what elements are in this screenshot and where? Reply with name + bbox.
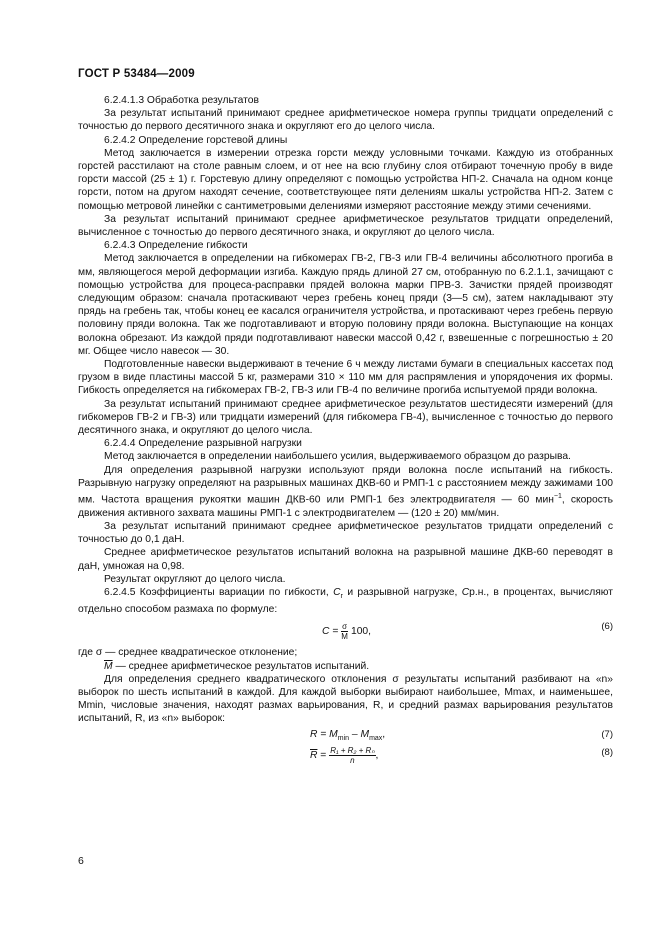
superscript: −1 [553,493,562,501]
paragraph: Метод заключается в определении наибольшего усилия, выдерживаемого образцом до разрыва. [104,451,571,463]
formula-6 [78,616,613,646]
symbol: $\overline{M}$ [104,660,113,672]
paragraph-part: 6.2.4.5 Коэффициенты вариации по гибкости, [104,586,334,598]
formula-rhs: 100, [348,626,372,638]
paragraph: где σ — среднее квадратическое отклонение; [78,647,298,659]
section-heading: 6.2.4.1.3 Обработка результатов [104,95,259,106]
symbol: C [461,586,470,598]
formula-number: (6) [601,621,613,633]
denominator: n [350,755,355,765]
document-body [78,94,613,772]
paragraph: За результат испытаний принимают среднее арифметическое результатов тридцати определений, вычисленное с точностью до первого десятичного знака, и округляют до целого числа. [78,213,613,239]
subscript: max [369,734,383,742]
paragraph-part: Для определения разрывной нагрузки используют пряди волокна после испытаний на гибкость. Разрывную нагрузку определяют на разрывных машинах ДКВ-60 и РМП-1 с расстоянием между зажимами 100 мм. Частота вращения рукоятки машин ДКВ-60 или РМП-1 без электродвигателя — 60 мин [78,464,613,506]
formula-body [310,728,385,745]
formula-end: , [375,749,379,761]
formula-lhs: R = M [310,728,338,740]
paragraph-part: р.н., в процентах, вычисляют отдельно способом размаха по формуле: [78,586,613,616]
paragraph [78,586,613,616]
formula-mid: – M [349,728,370,740]
paragraph: За результат испытаний принимают среднее арифметическое результатов тридцати определений с точностью до 0,1 даН. [78,520,613,546]
formula-number: (7) [601,728,613,740]
paragraph: Результат округляют до целого числа. [104,573,286,585]
paragraph-part: — среднее арифметическое результатов испытаний. [112,660,370,672]
formula-lhs: C = [322,626,342,638]
symbol: C [333,586,341,598]
paragraph-part: , скорость движения активного захвата машины РМП-1 с электродвигателем — (120 ± 20) мм/мин. [78,494,613,519]
section-heading: 6.2.4.2 Определение горстевой длины [104,134,288,146]
subscript: min [337,734,350,742]
formula-body [322,622,371,641]
section-heading: 6.2.4.3 Определение гибкости [104,240,248,252]
formula-8 [78,746,613,772]
subscript: г [340,592,344,600]
formula-7 [78,726,613,746]
paragraph: За результат испытаний принимают среднее арифметическое номера группы тридцати определений с точностью до первого десятичного знака и округляют его до целого числа. [78,108,613,133]
section-heading: 6.2.4.4 Определение разрывной нагрузки [104,438,302,450]
formula-lhs: $\overline{R}$ [310,749,318,761]
formula-number: (8) [601,746,613,758]
page-number: 6 [78,855,84,867]
paragraph: Метод заключается в измерении отрезка горсти между условными точками. Каждую из отобранных горстей расстилают на столе равным слоем, и от нее на всю глубину слоя отбирают точечную пробу в виде горсти массой (25 ± 1) г. Горстевую длину определяют с помощью устройства НП-2. Сначала на одном конце горсти, потом на другом находят сечение, соответствующее пяти делениям шкалы устройства НП-2. Затем с помощью метровой линейки с сантиметровыми делениями измеряют расстояние между этими сечениями. [78,147,613,212]
numerator: R₁ + R₂ + Rₙ [330,745,375,755]
equals: = [317,749,330,761]
denominator: M [341,632,348,642]
formula-body [310,746,378,765]
paragraph: Подготовленные навески выдерживают в течение 6 ч между листами бумаги в специальных кассетах под грузом в виде пластины массой 5 кг, размерами 310 × 110 мм для распрямления и упорядочения их формы. Гибкость определяется на гибкомерах ГВ-2, ГВ-3 или ГВ-4 по величине прогиба испытуемой пряди волокна. [78,359,613,397]
numerator: σ [342,622,348,632]
fraction [329,746,375,765]
paragraph [78,660,613,673]
formula-end: , [382,728,386,740]
paragraph: Для определения среднего квадратического отклонения σ результаты испытаний разбивают на «n» выборок по шесть испытаний в каждой. Для каждой выборки выбирают наибольшее, Mmax, и наименьшее, Mmin, числовые значения, находят размах варьирования, R, и средний размах варьирования результатов испытаний, R, из «n» выборок: [78,673,613,725]
paragraph: За результат испытаний принимают среднее арифметическое результатов шестидесяти измерений (для гибкомеров ГВ-2 и ГВ-3) или тридцати измерений (для гибкомера ГВ-4), вычисленное с точностью до первого десятичного знака, и округляют до целого числа. [78,398,613,437]
paragraph: Метод заключается в определении на гибкомерах ГВ-2, ГВ-3 или ГВ-4 величины абсолютного прогиба в мм, являющегося мерой деформации изгиба. Каждую прядь длиной 27 см, отобранную по 6.2.1.1, зачищают с помощью устройства для процеса-расправки прядей волокна марки ПРВ-3. Зачистки прядей производят следующим образом: сначала протаскивают через гребень конец пряди (3—5 см), затем накладывают эту прядь на гребень так, чтобы конец ее касался ограничителя устройства, и протаскивают через гребень первую половину пряди волокна. Так же подготавливают и вторую половину пряди волокна. Выступающие на концах волокна обрезают. Из каждой пряди подготавливают навески массой 0,42 г, взвешенные с погрешностью ± 20 мг. Общее число навесок — 30. [78,253,613,357]
paragraph: Среднее арифметическое результатов испытаний волокна на разрывной машине ДКВ-60 переводят в даН, умножая на 0,98. [78,547,613,572]
document-header: ГОСТ Р 53484—2009 [78,68,195,80]
paragraph-part: и разрывной нагрузке, [343,586,462,598]
paragraph [78,464,613,520]
